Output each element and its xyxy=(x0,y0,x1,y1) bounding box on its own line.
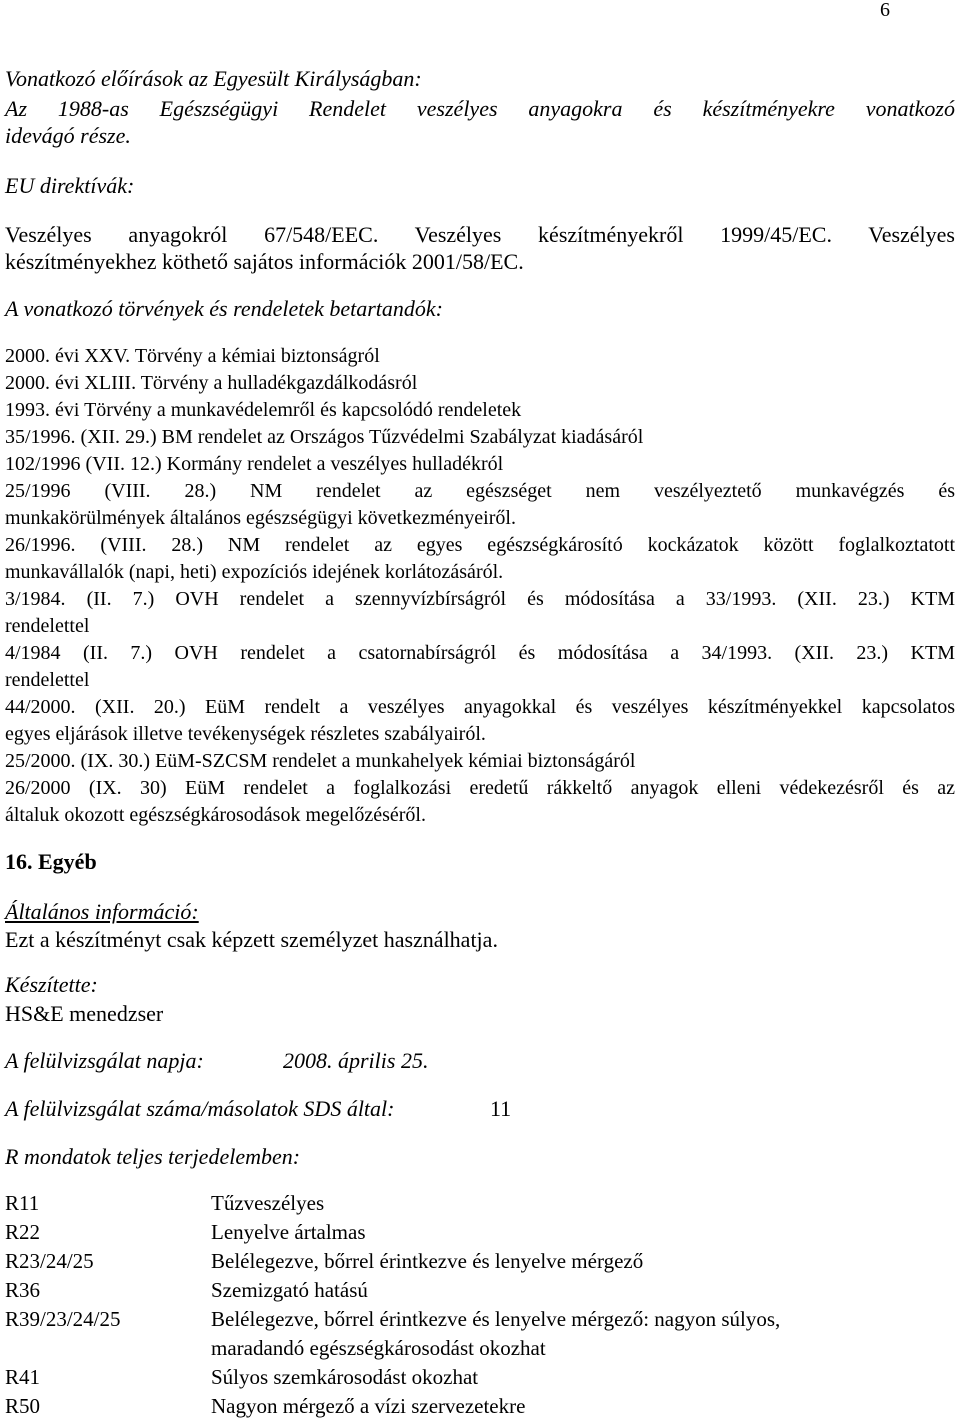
r-phrase-text: Tűzveszélyes xyxy=(211,1191,325,1215)
law-line: általuk okozott egészségkárosodások megelőzéséről. xyxy=(5,804,426,826)
law-line: 2000. évi XXV. Törvény a kémiai biztonságról xyxy=(5,345,380,367)
law-line: 3/1984. (II. 7.) OVH rendelet a szennyvízbírságról és módosítása a 33/1993. (XII. 23.) KTM xyxy=(5,588,955,610)
law-line: 102/1996 (VII. 12.) Kormány rendelet a veszélyes hulladékról xyxy=(5,453,504,475)
law-line: 25/2000. (IX. 30.) EüM-SZCSM rendelet a munkahelyek kémiai biztonságáról xyxy=(5,750,636,772)
eu-line-2: készítményekhez köthető sajátos információk 2001/58/EC. xyxy=(5,249,524,274)
law-line: rendelettel xyxy=(5,669,90,691)
law-line: egyes eljárások illetve tevékenységek részletes szabályairól. xyxy=(5,723,486,745)
r-phrase-code: R36 xyxy=(5,1278,41,1302)
law-line: 26/1996. (VIII. 28.) NM rendelet az egyes egészségkárosító kockázatok között foglalkoztatott xyxy=(5,534,955,556)
r-phrase-code: R41 xyxy=(5,1365,41,1389)
law-line: 4/1984 (II. 7.) OVH rendelet a csatornabírságról és módosítása a 34/1993. (XII. 23.) KTM xyxy=(5,642,955,664)
review-count-value: 11 xyxy=(490,1096,512,1121)
general-info-label: Általános információ: xyxy=(5,899,199,924)
r-phrase-text: Belélegezve, bőrrel érintkezve és lenyelve mérgező xyxy=(211,1249,644,1273)
r-phrase-text: Nagyon mérgező a vízi szervezetekre xyxy=(211,1394,526,1418)
r-phrase-code: R23/24/25 xyxy=(5,1249,94,1273)
r-phrase-text: Belélegezve, bőrrel érintkezve és lenyelve mérgező: nagyon súlyos, xyxy=(211,1307,781,1331)
author-label: Készítette: xyxy=(5,972,98,997)
r-phrase-code: R11 xyxy=(5,1191,40,1215)
section-title: 16. Egyéb xyxy=(5,849,97,874)
r-phrase-code: R39/23/24/25 xyxy=(5,1307,121,1331)
uk-line-1: Az 1988-as Egészségügyi Rendelet veszélyes anyagokra és készítményekre vonatkozó xyxy=(5,96,955,121)
law-line: rendelettel xyxy=(5,615,90,637)
eu-line-1: Veszélyes anyagokról 67/548/EEC. Veszélyes készítményekről 1999/45/EC. Veszélyes xyxy=(5,222,955,247)
r-phrases-label: R mondatok teljes terjedelemben: xyxy=(5,1144,301,1169)
law-line: 44/2000. (XII. 20.) EüM rendelt a veszélyes anyagokkal és veszélyes készítményekkel kapcsolatos xyxy=(5,696,955,718)
law-line: munkavállalók (napi, heti) expozíciós idejének korlátozásáról. xyxy=(5,561,504,583)
review-date-label: A felülvizsgálat napja: xyxy=(5,1048,204,1073)
law-line: 35/1996. (XII. 29.) BM rendelet az Országos Tűzvédelmi Szabályzat kiadásáról xyxy=(5,426,644,448)
law-line: 2000. évi XLIII. Törvény a hulladékgazdálkodásról xyxy=(5,372,418,394)
law-line: 26/2000 (IX. 30) EüM rendelet a foglalkozási eredetű rákkeltő anyagok elleni védekezésről és az xyxy=(5,777,955,799)
review-count-label: A felülvizsgálat száma/másolatok SDS által: xyxy=(5,1096,395,1121)
r-phrase-text: Súlyos szemkárosodást okozhat xyxy=(211,1365,479,1389)
review-date-value: 2008. április 25. xyxy=(283,1048,429,1073)
page-number: 6 xyxy=(880,0,890,21)
law-line: 1993. évi Törvény a munkavédelemről és kapcsolódó rendeletek xyxy=(5,399,522,421)
uk-line-2: idevágó része. xyxy=(5,123,131,148)
author-value: HS&E menedzser xyxy=(5,1001,164,1026)
r-phrase-text: Szemizgató hatású xyxy=(211,1278,368,1302)
eu-heading: EU direktívák: xyxy=(5,173,135,198)
r-phrase-code: R22 xyxy=(5,1220,41,1244)
r-phrase-text-continued: maradandó egészségkárosodást okozhat xyxy=(211,1336,546,1360)
r-phrase-text: Lenyelve ártalmas xyxy=(211,1220,366,1244)
law-line: 25/1996 (VIII. 28.) NM rendelet az egészséget nem veszélyeztető munkavégzés és xyxy=(5,480,955,502)
general-info-text: Ezt a készítményt csak képzett személyzet használhatja. xyxy=(5,927,498,952)
laws-heading: A vonatkozó törvények és rendeletek betartandók: xyxy=(5,296,444,321)
r-phrase-code: R50 xyxy=(5,1394,41,1418)
law-line: munkakörülmények általános egészségügyi következményeiről. xyxy=(5,507,516,529)
uk-heading: Vonatkozó előírások az Egyesült Királyságban: xyxy=(5,66,422,91)
